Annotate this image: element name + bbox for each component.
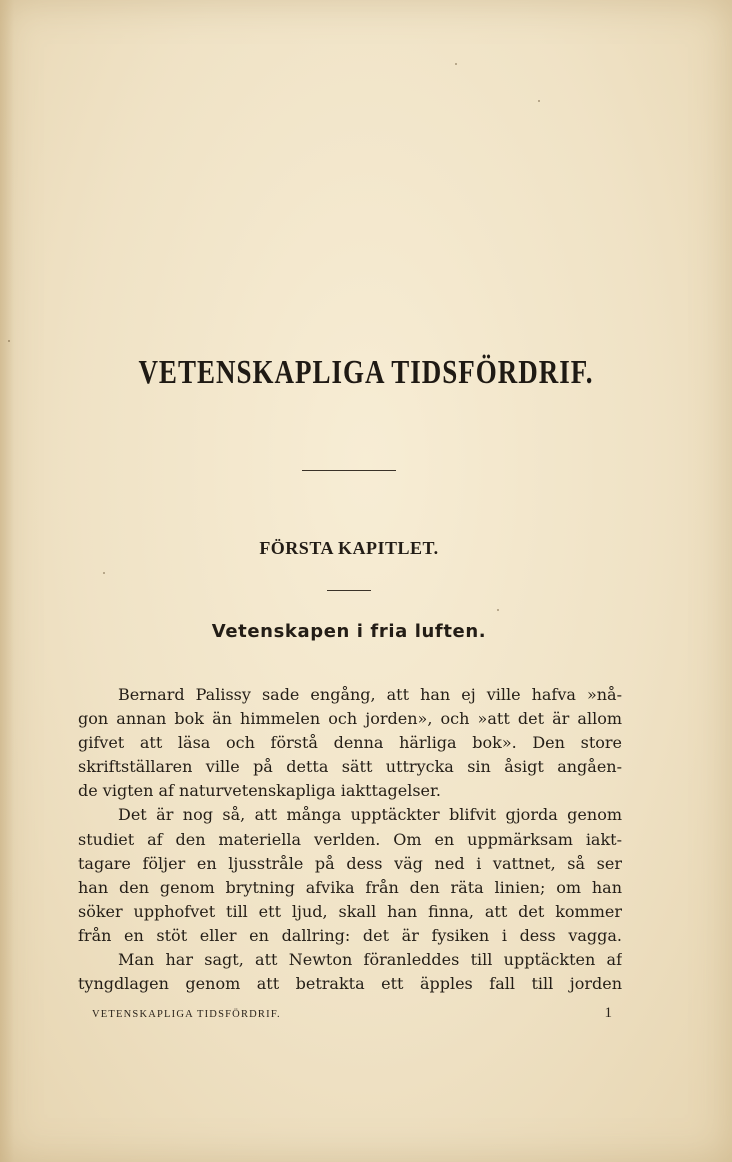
body-line: gifvet att läsa och förstå denna härliga bok». Den store <box>78 733 622 753</box>
section-subtitle: Vetenskapen i fria luften. <box>211 621 487 642</box>
page-footer <box>92 1005 612 1022</box>
body-line: tagare följer en ljusstråle på dess väg ned i vattnet, så ser <box>78 853 622 873</box>
book-title: VETENSKAPLIGA TIDSFÖRDRIF. <box>138 353 594 391</box>
paper-speck <box>8 340 10 342</box>
body-line: Bernard Palissy sade engång, att han ej ville hafva »nå- <box>118 685 622 704</box>
title-divider <box>302 470 396 471</box>
paper-speck <box>455 63 457 65</box>
body-paragraphs <box>78 683 622 996</box>
body-line: studiet af den materiella verlden. Om en uppmärksam iakt- <box>78 829 622 849</box>
body-line: från en stöt eller en dallring: det är fysiken i dess vagga. <box>78 925 622 945</box>
body-line: Det är nog så, att många upptäckter blifvit gjorda genom <box>118 805 622 825</box>
body-line: han den genom brytning afvika från den räta linien; om han <box>78 877 622 897</box>
body-line: söker upphofvet till ett ljud, skall han finna, att det kommer <box>78 901 622 921</box>
paper-speck <box>103 572 105 574</box>
body-line: skriftställaren ville på detta sätt uttrycka sin åsigt angåen- <box>78 757 622 777</box>
page-spine-shadow <box>0 0 14 1162</box>
paper-speck <box>538 100 540 102</box>
body-line: Man har sagt, att Newton föranleddes till upptäckten af <box>118 950 622 970</box>
chapter-heading: FÖRSTA KAPITLET. <box>259 538 439 558</box>
chapter-divider <box>327 590 371 591</box>
body-line: gon annan bok än himmelen och jorden», och »att det är allom <box>78 709 622 729</box>
paper-speck <box>497 609 499 611</box>
page-number: 1 <box>604 1005 612 1021</box>
body-line: de vigten af naturvetenskapliga iakttagelser. <box>78 781 441 801</box>
body-line: tyngdlagen genom att betrakta ett äpples fall till jorden <box>78 974 622 994</box>
running-title: VETENSKAPLIGA TIDSFÖRDRIF. <box>92 1009 281 1020</box>
